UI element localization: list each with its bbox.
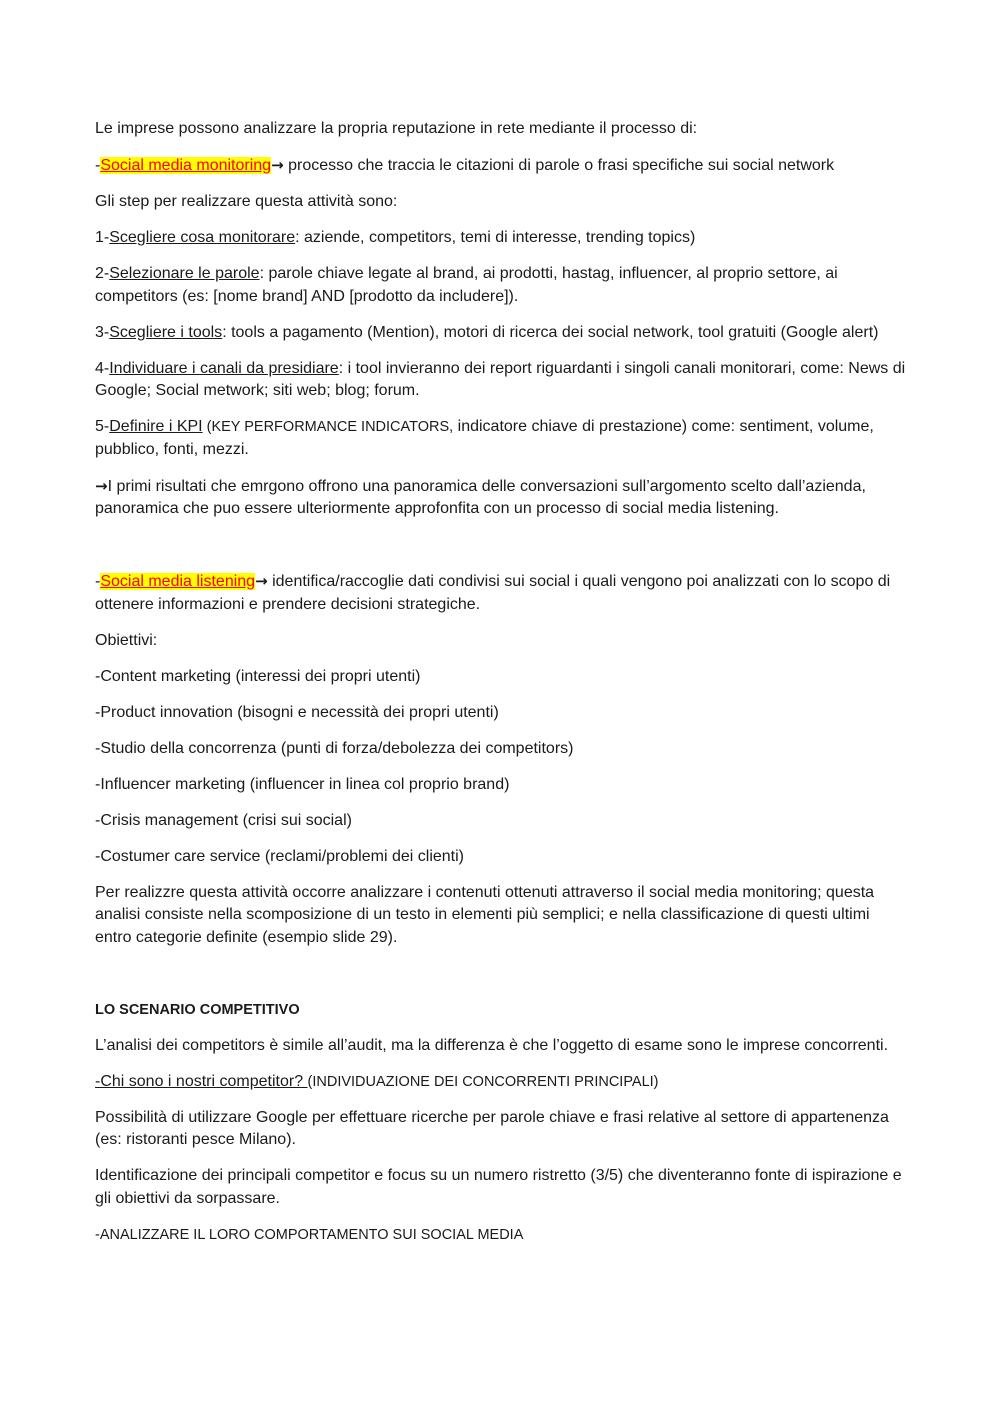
step-1 bbox=[95, 227, 910, 250]
arrow-icon: → bbox=[95, 476, 108, 495]
step-label: Definire i KPI bbox=[109, 418, 203, 435]
step-label: Scegliere i tools bbox=[109, 323, 223, 341]
step-text: : tools a pagamento (Mention), motori di ricerca dei social network, tool gratuiti (Google alert) bbox=[222, 323, 879, 341]
spacer bbox=[95, 963, 910, 999]
step-3 bbox=[95, 322, 910, 345]
step-4 bbox=[95, 358, 910, 403]
listening-term: Social media listening bbox=[100, 573, 256, 590]
step-label: Selezionare le parole bbox=[109, 265, 260, 282]
arrow-icon: → bbox=[271, 156, 284, 174]
dash: - bbox=[95, 573, 101, 590]
dash: - bbox=[95, 157, 101, 174]
document-body bbox=[95, 118, 910, 1260]
question-label: -Chi sono i nostri competitor? bbox=[95, 1072, 308, 1090]
objective-item: -Product innovation (bisogni e necessità dei propri utenti) bbox=[95, 703, 499, 721]
objective-item: -Studio della concorrenza (punti di forza/debolezza dei competitors) bbox=[95, 739, 574, 757]
step-text: : i tool invieranno dei report riguardanti i singoli canali monitorari, come: News di Google; Social metwork; siti web; blog; forum. bbox=[95, 359, 906, 399]
step-text: : aziende, competitors, temi di interesse, trending topics) bbox=[295, 229, 696, 246]
step-number: 5- bbox=[95, 418, 110, 435]
objective-item: -Costumer care service (reclami/problemi dei clienti) bbox=[95, 847, 464, 865]
scenario-paragraph-3: Identificazione dei principali competitor e focus su un numero ristretto (3/5) che diventeranno fonte di ispirazione e gli obiettivi da sorpassare. bbox=[95, 1167, 902, 1207]
step-number: 2- bbox=[95, 265, 110, 282]
step-label: Scegliere cosa monitorare bbox=[109, 229, 296, 246]
monitoring-desc: processo che traccia le citazioni di parole o frasi specifiche sui social network bbox=[283, 157, 835, 174]
step-5 bbox=[95, 416, 910, 461]
step-text: indicatore chiave di prestazione) come: sentiment, volume, pubblico, fonti, mezzi. bbox=[95, 418, 874, 458]
listening-desc: identifica/raccoglie dati condivisi sui social i quali vengono poi analizzati con lo scopo di ottenere informazioni e prendere decisioni strategiche. bbox=[95, 573, 891, 613]
monitoring-conclusion bbox=[95, 475, 910, 521]
step-number: 1- bbox=[95, 229, 110, 246]
arrow-icon: → bbox=[255, 572, 268, 590]
spacer bbox=[95, 534, 910, 570]
monitoring-term: Social media monitoring bbox=[100, 157, 272, 174]
step-text-small: (KEY PERFORMANCE INDICATORS, bbox=[202, 419, 454, 435]
step-text: : parole chiave legate al brand, ai prodotti, hastag, influencer, al proprio settore, ai competitors (es: [nome brand] AND [prodotto da includere]). bbox=[95, 265, 838, 305]
monitoring-definition bbox=[95, 154, 910, 178]
step-label: Individuare i canali da presidiare bbox=[109, 359, 339, 377]
question-note: (INDIVIDUAZIONE DEI CONCORRENTI PRINCIPALI) bbox=[307, 1073, 659, 1090]
step-number: 4- bbox=[95, 359, 110, 377]
step-2 bbox=[95, 263, 910, 308]
steps-intro: Gli step per realizzare questa attività sono: bbox=[95, 193, 398, 210]
listening-definition bbox=[95, 570, 910, 616]
competitor-question bbox=[95, 1071, 910, 1094]
objective-item: -Crisis management (crisi sui social) bbox=[95, 811, 352, 829]
section-heading: LO SCENARIO COMPETITIVO bbox=[95, 1001, 300, 1018]
scenario-paragraph-1: L’analisi dei competitors è simile all’audit, ma la differenza è che l’oggetto di esame sono le imprese concorrenti. bbox=[95, 1036, 889, 1054]
intro-paragraph: Le imprese possono analizzare la propria reputazione in rete mediante il processo di: bbox=[95, 120, 698, 137]
objective-item: -Influencer marketing (influencer in linea col proprio brand) bbox=[95, 775, 510, 793]
conclusion-text: I primi risultati che emrgono offrono una panoramica delle conversazioni sull’argomento scelto dall’azienda, panoramica che puo essere ulteriormente approfonfita con un processo di social media listening. bbox=[95, 477, 866, 517]
scenario-paragraph-4: -ANALIZZARE IL LORO COMPORTAMENTO SUI SOCIAL MEDIA bbox=[95, 1226, 524, 1243]
objectives-label: Obiettivi: bbox=[95, 631, 158, 649]
objective-item: -Content marketing (interessi dei propri utenti) bbox=[95, 667, 421, 685]
step-number: 3- bbox=[95, 323, 110, 341]
scenario-paragraph-2: Possibilità di utilizzare Google per effettuare ricerche per parole chiave e frasi relative al settore di appartenenza (es: ristoranti pesce Milano). bbox=[95, 1108, 889, 1148]
listening-closing: Per realizzre questa attività occorre analizzare i contenuti ottenuti attraverso il social media monitoring; questa analisi consiste nella scomposizione di un testo in elementi più semplici; e nella classificazione di questi ultimi entro categorie definite (esempio slide 29). bbox=[95, 883, 875, 946]
